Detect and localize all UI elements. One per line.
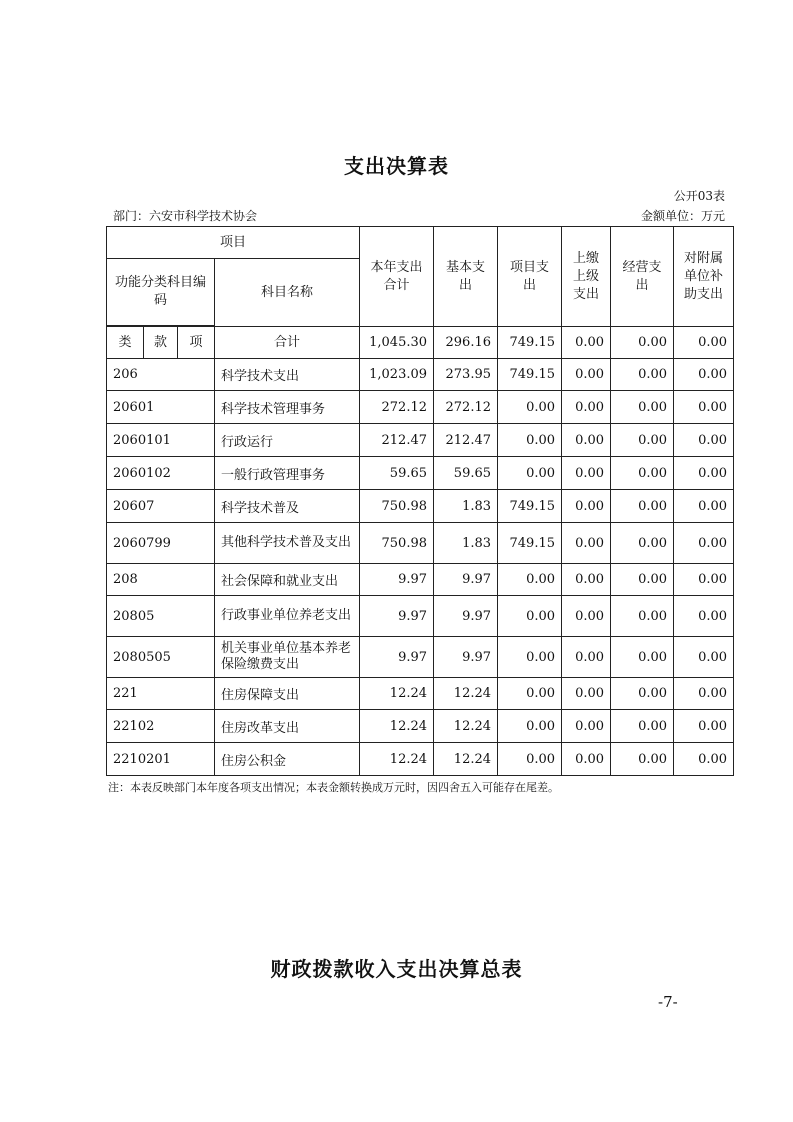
row-basic: 273.95 (434, 359, 498, 391)
row-code: 22102 (107, 710, 215, 743)
total-row (107, 327, 734, 359)
table-row (107, 457, 734, 490)
row-business: 0.00 (611, 391, 674, 424)
row-basic: 12.24 (434, 743, 498, 776)
row-basic: 212.47 (434, 424, 498, 457)
row-code: 208 (107, 564, 215, 596)
header-lei: 类 (107, 327, 144, 359)
row-name: 科学技术支出 (215, 359, 360, 391)
row-upper: 0.00 (562, 743, 611, 776)
table-row (107, 391, 734, 424)
row-upper: 0.00 (562, 457, 611, 490)
table-row (107, 359, 734, 391)
row-basic: 9.97 (434, 637, 498, 678)
row-business: 0.00 (611, 743, 674, 776)
row-business: 0.00 (611, 710, 674, 743)
row-upper: 0.00 (562, 359, 611, 391)
table-row (107, 743, 734, 776)
table-row (107, 637, 734, 678)
row-total: 750.98 (360, 523, 434, 564)
row-business: 0.00 (611, 637, 674, 678)
row-business: 0.00 (611, 564, 674, 596)
row-upper: 0.00 (562, 391, 611, 424)
row-code: 221 (107, 678, 215, 710)
row-project: 0.00 (498, 678, 562, 710)
row-business: 0.00 (611, 596, 674, 637)
row-name: 机关事业单位基本养老保险缴费支出 (215, 637, 360, 678)
amount-unit-label: 金额单位：万元 (640, 209, 725, 223)
row-total: 9.97 (360, 637, 434, 678)
row-total: 1,023.09 (360, 359, 434, 391)
header-func-code: 功能分类科目编码 (107, 259, 215, 326)
row-business: 0.00 (611, 490, 674, 523)
row-subsidy: 0.00 (674, 678, 734, 710)
row-code: 2060102 (107, 457, 215, 490)
row-name: 住房改革支出 (215, 710, 360, 743)
row-code: 2060799 (107, 523, 215, 564)
row-code: 20805 (107, 596, 215, 637)
row-project: 749.15 (498, 359, 562, 391)
row-business: 0.00 (611, 678, 674, 710)
row-code: 20607 (107, 490, 215, 523)
row-code: 2060101 (107, 424, 215, 457)
row-project: 0.00 (498, 743, 562, 776)
header-subject-name: 科目名称 (215, 259, 360, 327)
row-name: 科学技术普及 (215, 490, 360, 523)
row-subsidy: 0.00 (674, 710, 734, 743)
page-title: 支出决算表 (344, 154, 449, 178)
row-code: 206 (107, 359, 215, 391)
page-number: -7- (658, 993, 678, 1011)
table-row (107, 424, 734, 457)
row-basic: 59.65 (434, 457, 498, 490)
table-note: 注：本表反映部门本年度各项支出情况；本表金额转换成万元时，因四舍五入可能存在尾差。 (108, 781, 559, 794)
row-upper: 0.00 (562, 424, 611, 457)
row-name: 科学技术管理事务 (215, 391, 360, 424)
row-total: 12.24 (360, 678, 434, 710)
row-subsidy: 0.00 (674, 391, 734, 424)
row-project: 749.15 (498, 490, 562, 523)
table-row (107, 564, 734, 596)
header-project-exp: 项目支出 (498, 227, 562, 327)
row-business: 0.00 (611, 359, 674, 391)
row-project: 749.15 (498, 523, 562, 564)
row-name: 住房保障支出 (215, 678, 360, 710)
row-basic: 9.97 (434, 596, 498, 637)
row-subsidy: 0.00 (674, 457, 734, 490)
row-name: 行政运行 (215, 424, 360, 457)
row-business: 0.00 (611, 424, 674, 457)
header-total: 本年支出合计 (360, 227, 434, 327)
row-subsidy: 0.00 (674, 490, 734, 523)
row-total: 9.97 (360, 596, 434, 637)
row-upper: 0.00 (562, 710, 611, 743)
table-row (107, 678, 734, 710)
row-upper: 0.00 (562, 490, 611, 523)
total-project: 749.15 (498, 327, 562, 359)
row-subsidy: 0.00 (674, 564, 734, 596)
total-business: 0.00 (611, 327, 674, 359)
header-basic: 基本支出 (434, 227, 498, 327)
row-code: 2080505 (107, 637, 215, 678)
row-project: 0.00 (498, 457, 562, 490)
row-subsidy: 0.00 (674, 743, 734, 776)
row-total: 59.65 (360, 457, 434, 490)
row-name: 社会保障和就业支出 (215, 564, 360, 596)
department-label: 部门：六安市科学技术协会 (113, 209, 258, 223)
row-project: 0.00 (498, 710, 562, 743)
row-basic: 9.97 (434, 564, 498, 596)
next-section-title: 财政拨款收入支出决算总表 (270, 957, 523, 981)
row-total: 12.24 (360, 743, 434, 776)
header-upper: 上缴上级支出 (562, 227, 611, 327)
total-upper: 0.00 (562, 327, 611, 359)
row-upper: 0.00 (562, 523, 611, 564)
row-basic: 12.24 (434, 710, 498, 743)
row-subsidy: 0.00 (674, 637, 734, 678)
row-basic: 1.83 (434, 523, 498, 564)
row-project: 0.00 (498, 424, 562, 457)
row-upper: 0.00 (562, 564, 611, 596)
table-row (107, 523, 734, 564)
header-row-1 (107, 227, 734, 259)
row-project: 0.00 (498, 391, 562, 424)
row-basic: 12.24 (434, 678, 498, 710)
row-project: 0.00 (498, 564, 562, 596)
row-code: 2210201 (107, 743, 215, 776)
table-row (107, 710, 734, 743)
row-project: 0.00 (498, 637, 562, 678)
header-business: 经营支出 (611, 227, 674, 327)
header-kuan: 款 (144, 327, 178, 359)
row-total: 12.24 (360, 710, 434, 743)
row-upper: 0.00 (562, 637, 611, 678)
row-name: 住房公积金 (215, 743, 360, 776)
row-basic: 272.12 (434, 391, 498, 424)
row-subsidy: 0.00 (674, 523, 734, 564)
row-subsidy: 0.00 (674, 359, 734, 391)
row-name: 其他科学技术普及支出 (215, 523, 360, 564)
row-total: 272.12 (360, 391, 434, 424)
table-number: 公开03表 (673, 189, 725, 203)
header-subsidy: 对附属单位补助支出 (674, 227, 734, 327)
row-business: 0.00 (611, 523, 674, 564)
row-name: 一般行政管理事务 (215, 457, 360, 490)
expenditure-table (106, 226, 734, 776)
row-subsidy: 0.00 (674, 424, 734, 457)
row-total: 750.98 (360, 490, 434, 523)
row-total: 212.47 (360, 424, 434, 457)
table-row (107, 490, 734, 523)
header-project: 项目 (107, 227, 360, 259)
row-upper: 0.00 (562, 678, 611, 710)
row-subsidy: 0.00 (674, 596, 734, 637)
total-label: 合计 (215, 327, 360, 359)
row-upper: 0.00 (562, 596, 611, 637)
total-subsidy: 0.00 (674, 327, 734, 359)
total-basic: 296.16 (434, 327, 498, 359)
row-basic: 1.83 (434, 490, 498, 523)
total-total: 1,045.30 (360, 327, 434, 359)
row-code: 20601 (107, 391, 215, 424)
row-project: 0.00 (498, 596, 562, 637)
row-total: 9.97 (360, 564, 434, 596)
row-name: 行政事业单位养老支出 (215, 596, 360, 637)
header-xiang: 项 (178, 327, 215, 359)
table-row (107, 596, 734, 637)
row-business: 0.00 (611, 457, 674, 490)
